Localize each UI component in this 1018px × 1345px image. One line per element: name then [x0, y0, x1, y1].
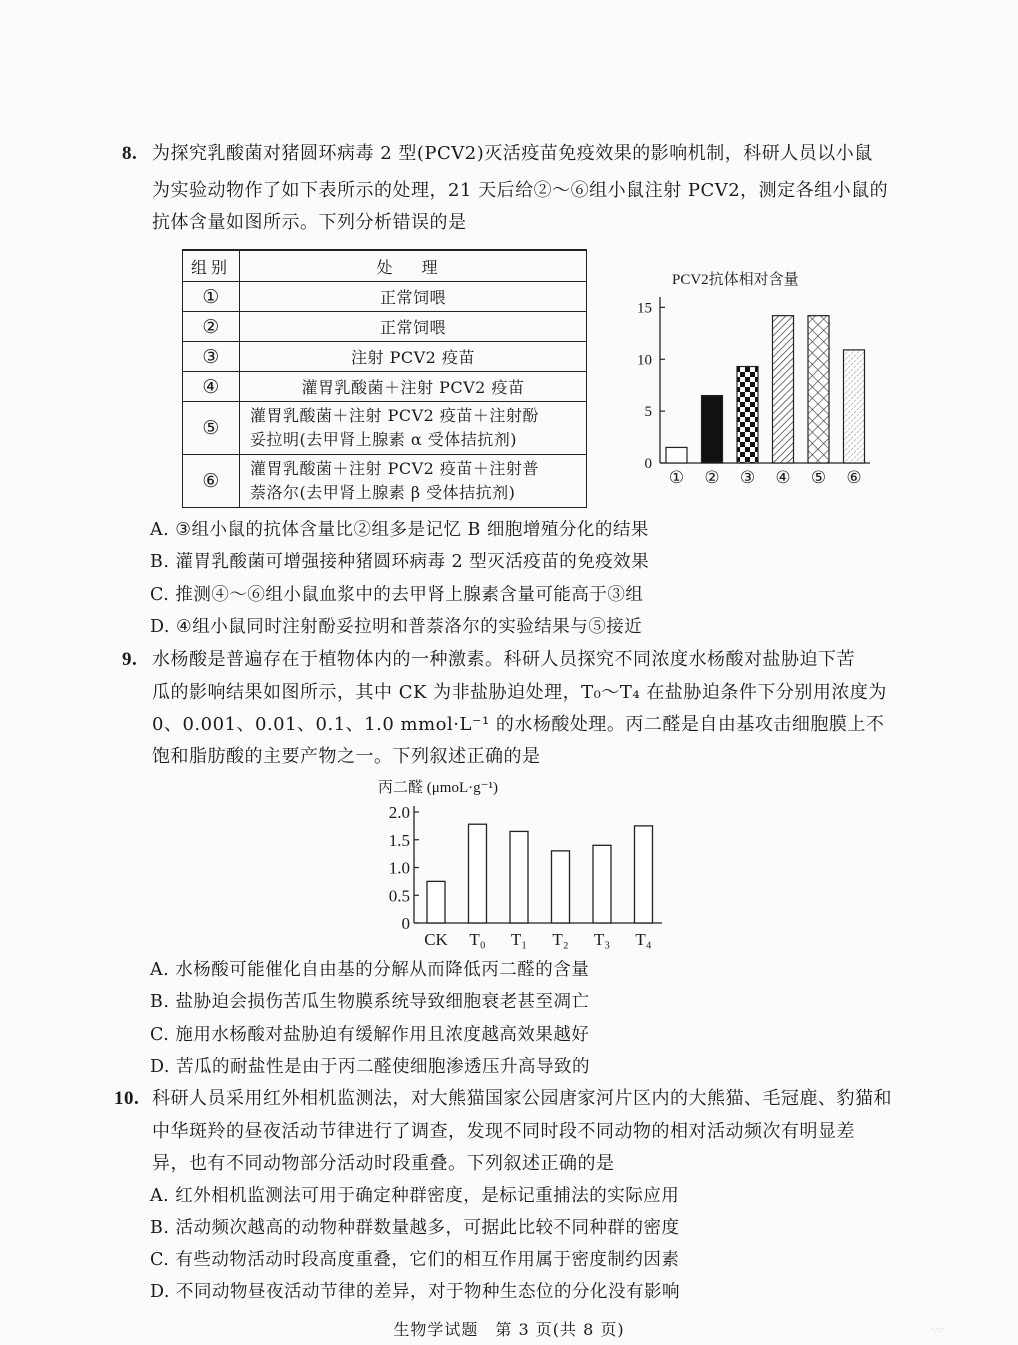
- q10-option-d: D. 不同动物昼夜活动节律的差异，对于物种生态位的分化没有影响: [150, 1282, 681, 1302]
- page-footer: 生物学试题 第 3 页(共 8 页): [393, 1320, 625, 1339]
- y-tick-label: 15: [637, 300, 652, 317]
- bar: [427, 881, 445, 923]
- bar: [808, 316, 829, 463]
- q9-option-c: C. 施用水杨酸对盐胁迫有缓解作用且浓度越高效果越好: [150, 1025, 590, 1045]
- x-tick-label: CK: [424, 930, 448, 949]
- bar: [666, 447, 687, 463]
- group-cell: ②: [183, 312, 240, 342]
- bar: [469, 824, 487, 923]
- q10-stem-line-1: 科研人员采用红外相机监测法，对大熊猫国家公园唐家河片区内的大熊猫、毛冠鹿、豹猫和: [152, 1088, 892, 1109]
- x-tick-label: ⑥: [846, 468, 862, 487]
- table-row: [183, 372, 587, 402]
- watermark-mark: ·:·:·: [930, 1325, 945, 1335]
- y-tick-label: 0: [644, 456, 652, 472]
- bar: [510, 831, 528, 923]
- q8-treatment-table: [182, 249, 587, 508]
- treatment-cell: [240, 455, 587, 508]
- treatment-cell: 正常饲喂: [240, 282, 587, 312]
- treatment-line: 萘洛尔(去甲肾上腺素 β 受体拮抗剂): [250, 483, 516, 502]
- x-tick-label: T₃: [593, 930, 611, 949]
- x-tick-label: T₂: [552, 930, 569, 949]
- x-tick-label: T₁: [510, 930, 528, 949]
- q8-option-b: B. 灌胃乳酸菌可增强接种猪圆环病毒 2 型灭活疫苗的免疫效果: [150, 552, 650, 572]
- bar: [702, 396, 723, 463]
- x-tick-label: ③: [739, 468, 756, 487]
- q8-number: 8.: [122, 143, 138, 164]
- table-row: [183, 402, 587, 455]
- q9-option-d: D. 苦瓜的耐盐性是由于丙二醛使细胞渗透压升高导致的: [150, 1057, 591, 1077]
- bar: [737, 367, 758, 463]
- x-tick-label: T₄: [635, 930, 652, 949]
- pcv2-antibody-chart: [620, 262, 880, 494]
- x-tick-label: T₀: [469, 930, 486, 949]
- bar: [552, 851, 570, 923]
- q9-stem-line-4: 饱和脂肪酸的主要产物之一。下列叙述正确的是: [152, 746, 541, 767]
- group-cell: ③: [183, 342, 240, 372]
- table-row: [183, 455, 587, 508]
- treatment-cell: [240, 402, 587, 455]
- q10-option-a: A. 红外相机监测法可用于确定种群密度，是标记重捕法的实际应用: [150, 1186, 680, 1206]
- y-tick-label: 10: [637, 352, 652, 369]
- bar: [635, 826, 653, 923]
- bar: [844, 350, 865, 463]
- treatment-line: 妥拉明(去甲肾上腺素 α 受体拮抗剂): [250, 430, 517, 449]
- y-tick-label: 1.0: [388, 858, 410, 878]
- group-cell: ①: [183, 282, 240, 312]
- y-tick-label: 1.5: [388, 830, 410, 850]
- group-cell: ⑤: [183, 402, 240, 455]
- q10-option-c: C. 有些动物活动时段高度重叠，它们的相互作用属于密度制约因素: [150, 1250, 680, 1270]
- group-cell: ⑥: [183, 455, 240, 508]
- chart-title: PCV2抗体相对含量: [672, 272, 799, 288]
- q8-stem-line-3: 抗体含量如图所示。下列分析错误的是: [152, 212, 467, 233]
- q10-stem-line-3: 异，也有不同动物部分活动时段重叠。下列叙述正确的是: [152, 1153, 615, 1174]
- bar: [773, 316, 794, 463]
- q8-option-d: D. ④组小鼠同时注射酚妥拉明和普萘洛尔的实验结果与⑤接近: [150, 617, 643, 637]
- q9-option-b: B. 盐胁迫会损伤苦瓜生物膜系统导致细胞衰老甚至凋亡: [150, 992, 590, 1012]
- treatment-cell: 灌胃乳酸菌＋注射 PCV2 疫苗: [240, 372, 587, 402]
- y-tick-label: 0: [401, 914, 410, 933]
- table-header-group: 组别: [183, 250, 240, 282]
- q9-option-a: A. 水杨酸可能催化自由基的分解从而降低丙二醛的含量: [150, 960, 590, 980]
- table-row: [183, 312, 587, 342]
- y-tick-label: 0.5: [388, 886, 410, 906]
- q9-stem-line-3: 0、0.001、0.01、0.1、1.0 mmol·L⁻¹ 的水杨酸处理。丙二醛是自由基攻击细胞膜上不: [152, 714, 885, 735]
- y-tick-label: 2.0: [388, 803, 410, 822]
- q10-option-b: B. 活动频次越高的动物种群数量越多，可据此比较不同种群的密度: [150, 1218, 680, 1238]
- x-tick-label: ②: [704, 468, 720, 487]
- x-tick-label: ①: [668, 468, 685, 487]
- q8-stem-line-2: 为实验动物作了如下表所示的处理，21 天后给②～⑥组小鼠注射 PCV2，测定各组小鼠的: [152, 180, 889, 201]
- q9-number: 9.: [122, 649, 138, 670]
- table-row: [183, 282, 587, 312]
- treatment-line: 灌胃乳酸菌＋注射 PCV2 疫苗＋注射酚: [250, 406, 539, 425]
- group-cell: ④: [183, 372, 240, 402]
- table-row: [183, 342, 587, 372]
- q8-stem-line-1: 为探究乳酸菌对猪圆环病毒 2 型(PCV2)灭活疫苗免疫效果的影响机制，科研人员以小鼠: [152, 143, 873, 164]
- q8-option-c: C. 推测④～⑥组小鼠血浆中的去甲肾上腺素含量可能高于③组: [150, 585, 644, 605]
- table-header-treatment: 处 理: [240, 250, 587, 282]
- x-tick-label: ⑤: [810, 468, 827, 487]
- q9-stem-line-2: 瓜的影响结果如图所示，其中 CK 为非盐胁迫处理，T₀～T₄ 在盐胁迫条件下分别用浓度为: [152, 682, 887, 703]
- treatment-line: 灌胃乳酸菌＋注射 PCV2 疫苗＋注射普: [250, 459, 539, 478]
- bar: [593, 845, 611, 923]
- q8-option-a: A. ③组小鼠的抗体含量比②组多是记忆 B 细胞增殖分化的结果: [150, 520, 649, 540]
- q10-stem-line-2: 中华斑羚的昼夜活动节律进行了调查，发现不同时段不同动物的相对活动频次有明显差: [152, 1121, 855, 1142]
- q10-number: 10.: [114, 1088, 140, 1109]
- mda-chart: [370, 772, 670, 952]
- q9-stem-line-1: 水杨酸是普遍存在于植物体内的一种激素。科研人员探究不同浓度水杨酸对盐胁迫下苦: [152, 649, 855, 670]
- treatment-cell: 正常饲喂: [240, 312, 587, 342]
- treatment-cell: 注射 PCV2 疫苗: [240, 342, 587, 372]
- x-tick-label: ④: [775, 468, 791, 487]
- chart-title: 丙二醛 (μmoL·g⁻¹): [378, 780, 499, 796]
- y-tick-label: 5: [644, 404, 652, 421]
